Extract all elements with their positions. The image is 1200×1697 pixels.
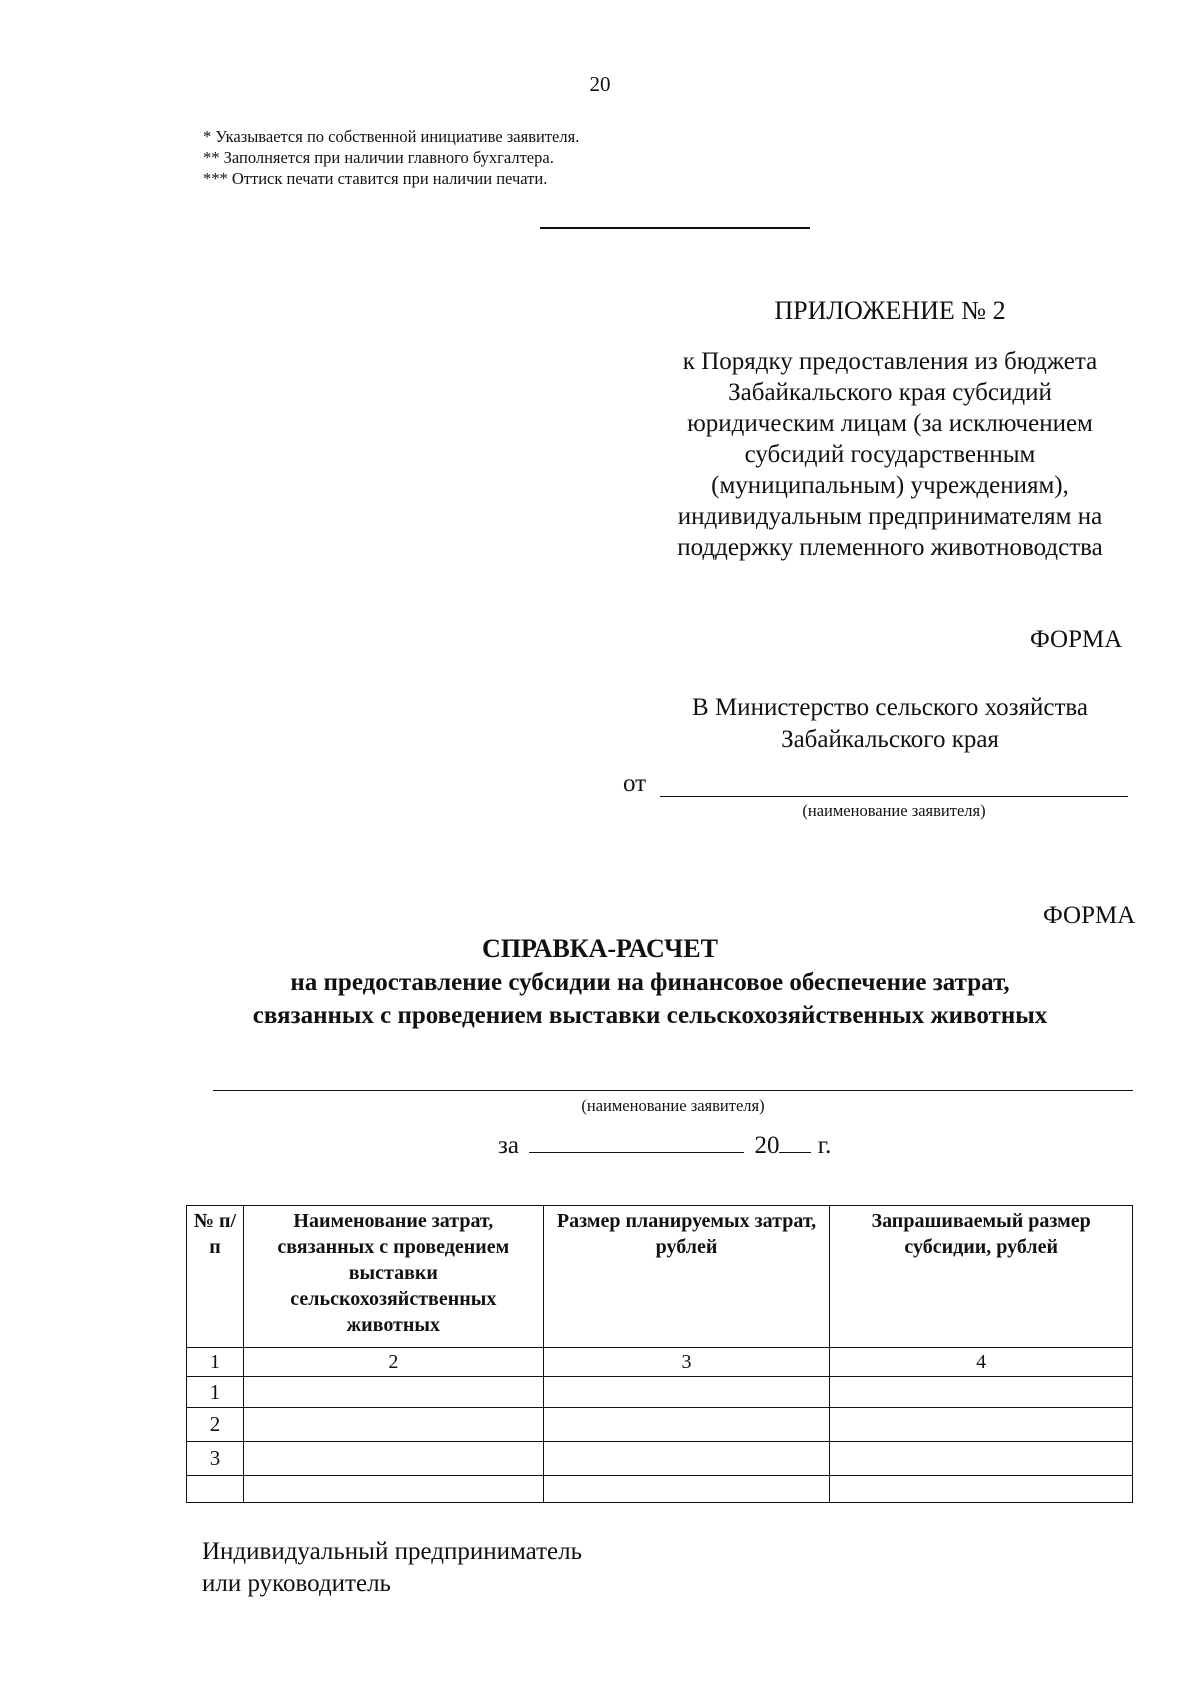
appendix-line: поддержку племенного животноводства <box>677 534 1103 561</box>
row-number: 3 <box>187 1442 244 1476</box>
planned-cost-cell[interactable] <box>543 1476 830 1503</box>
from-label: от <box>623 770 647 797</box>
column-number: 3 <box>543 1348 830 1377</box>
column-header: № п/п <box>187 1206 244 1348</box>
subsidy-cell[interactable] <box>830 1442 1133 1476</box>
column-header: Размер планируемых затрат, рублей <box>543 1206 830 1348</box>
column-number-row <box>187 1348 1133 1377</box>
cost-name-cell[interactable] <box>243 1476 543 1503</box>
applicant-name-field[interactable] <box>660 796 1128 797</box>
cost-name-cell[interactable] <box>243 1377 543 1408</box>
subsidy-cell[interactable] <box>830 1476 1133 1503</box>
subtitle-line: связанных с проведением выставки сельскохозяйственных животных <box>252 1002 1048 1029</box>
table-row <box>187 1408 1133 1442</box>
period-field[interactable] <box>529 1130 744 1153</box>
period-year-field[interactable] <box>779 1130 811 1153</box>
footnote: *** Оттиск печати ставится при наличии печати. <box>203 169 548 188</box>
addressee-line: Забайкальского края <box>781 726 999 753</box>
appendix-line: субсидий государственным <box>744 441 1036 468</box>
period-line <box>498 1130 831 1160</box>
appendix-line: юридическим лицам (за исключением <box>687 410 1093 437</box>
addressee <box>600 692 1180 756</box>
table-row <box>187 1377 1133 1408</box>
planned-cost-cell[interactable] <box>543 1408 830 1442</box>
cost-name-cell[interactable] <box>243 1442 543 1476</box>
row-number: 1 <box>187 1377 244 1408</box>
appendix-text <box>610 346 1170 563</box>
document-subtitle <box>100 966 1200 1032</box>
addressee-line: В Министерство сельского хозяйства <box>692 694 1088 721</box>
column-number: 2 <box>243 1348 543 1377</box>
table-row <box>187 1442 1133 1476</box>
signature-line: Индивидуальный предприниматель <box>202 1538 582 1565</box>
column-header: Запрашиваемый размер субсидии, рублей <box>830 1206 1133 1348</box>
row-number <box>187 1476 244 1503</box>
appendix-line: индивидуальным предпринимателям на <box>677 503 1103 530</box>
form-label: ФОРМА <box>1030 626 1123 653</box>
appendix-title: ПРИЛОЖЕНИЕ № 2 <box>774 296 1006 325</box>
cost-name-cell[interactable] <box>243 1408 543 1442</box>
footnote: ** Заполняется при наличии главного бухгалтера. <box>203 148 554 167</box>
signature-line: или руководитель <box>202 1570 391 1597</box>
column-number: 4 <box>830 1348 1133 1377</box>
footnote: * Указывается по собственной инициативе заявителя. <box>203 127 580 146</box>
column-number: 1 <box>187 1348 244 1377</box>
appendix-line: к Порядку предоставления из бюджета <box>682 348 1098 375</box>
form-label: ФОРМА <box>1043 902 1136 929</box>
table-row <box>187 1476 1133 1503</box>
table-header-row <box>187 1206 1133 1348</box>
footnotes <box>203 126 579 189</box>
period-year: 20 <box>754 1132 780 1159</box>
appendix-line: (муниципальным) учреждениям), <box>711 472 1069 499</box>
planned-cost-cell[interactable] <box>543 1442 830 1476</box>
page-number: 20 <box>589 72 611 96</box>
applicant-hint: (наименование заявителя) <box>581 1096 765 1115</box>
period-suffix: г. <box>817 1132 832 1159</box>
planned-cost-cell[interactable] <box>543 1377 830 1408</box>
calculation-table <box>186 1205 1133 1503</box>
subsidy-cell[interactable] <box>830 1408 1133 1442</box>
applicant-field[interactable] <box>213 1090 1133 1091</box>
document-title: СПРАВКА-РАСЧЕТ <box>482 934 718 963</box>
signature-block <box>202 1536 582 1600</box>
applicant-name-hint: (наименование заявителя) <box>802 801 986 820</box>
column-header: Наименование затрат, связанных с проведением выставки сельскохозяйственных животных <box>243 1206 543 1348</box>
period-prefix: за <box>498 1132 519 1159</box>
subsidy-cell[interactable] <box>830 1377 1133 1408</box>
subtitle-line: на предоставление субсидии на финансовое обеспечение затрат, <box>290 969 1010 996</box>
section-divider <box>540 227 810 229</box>
row-number: 2 <box>187 1408 244 1442</box>
appendix-line: Забайкальского края субсидий <box>728 379 1052 406</box>
